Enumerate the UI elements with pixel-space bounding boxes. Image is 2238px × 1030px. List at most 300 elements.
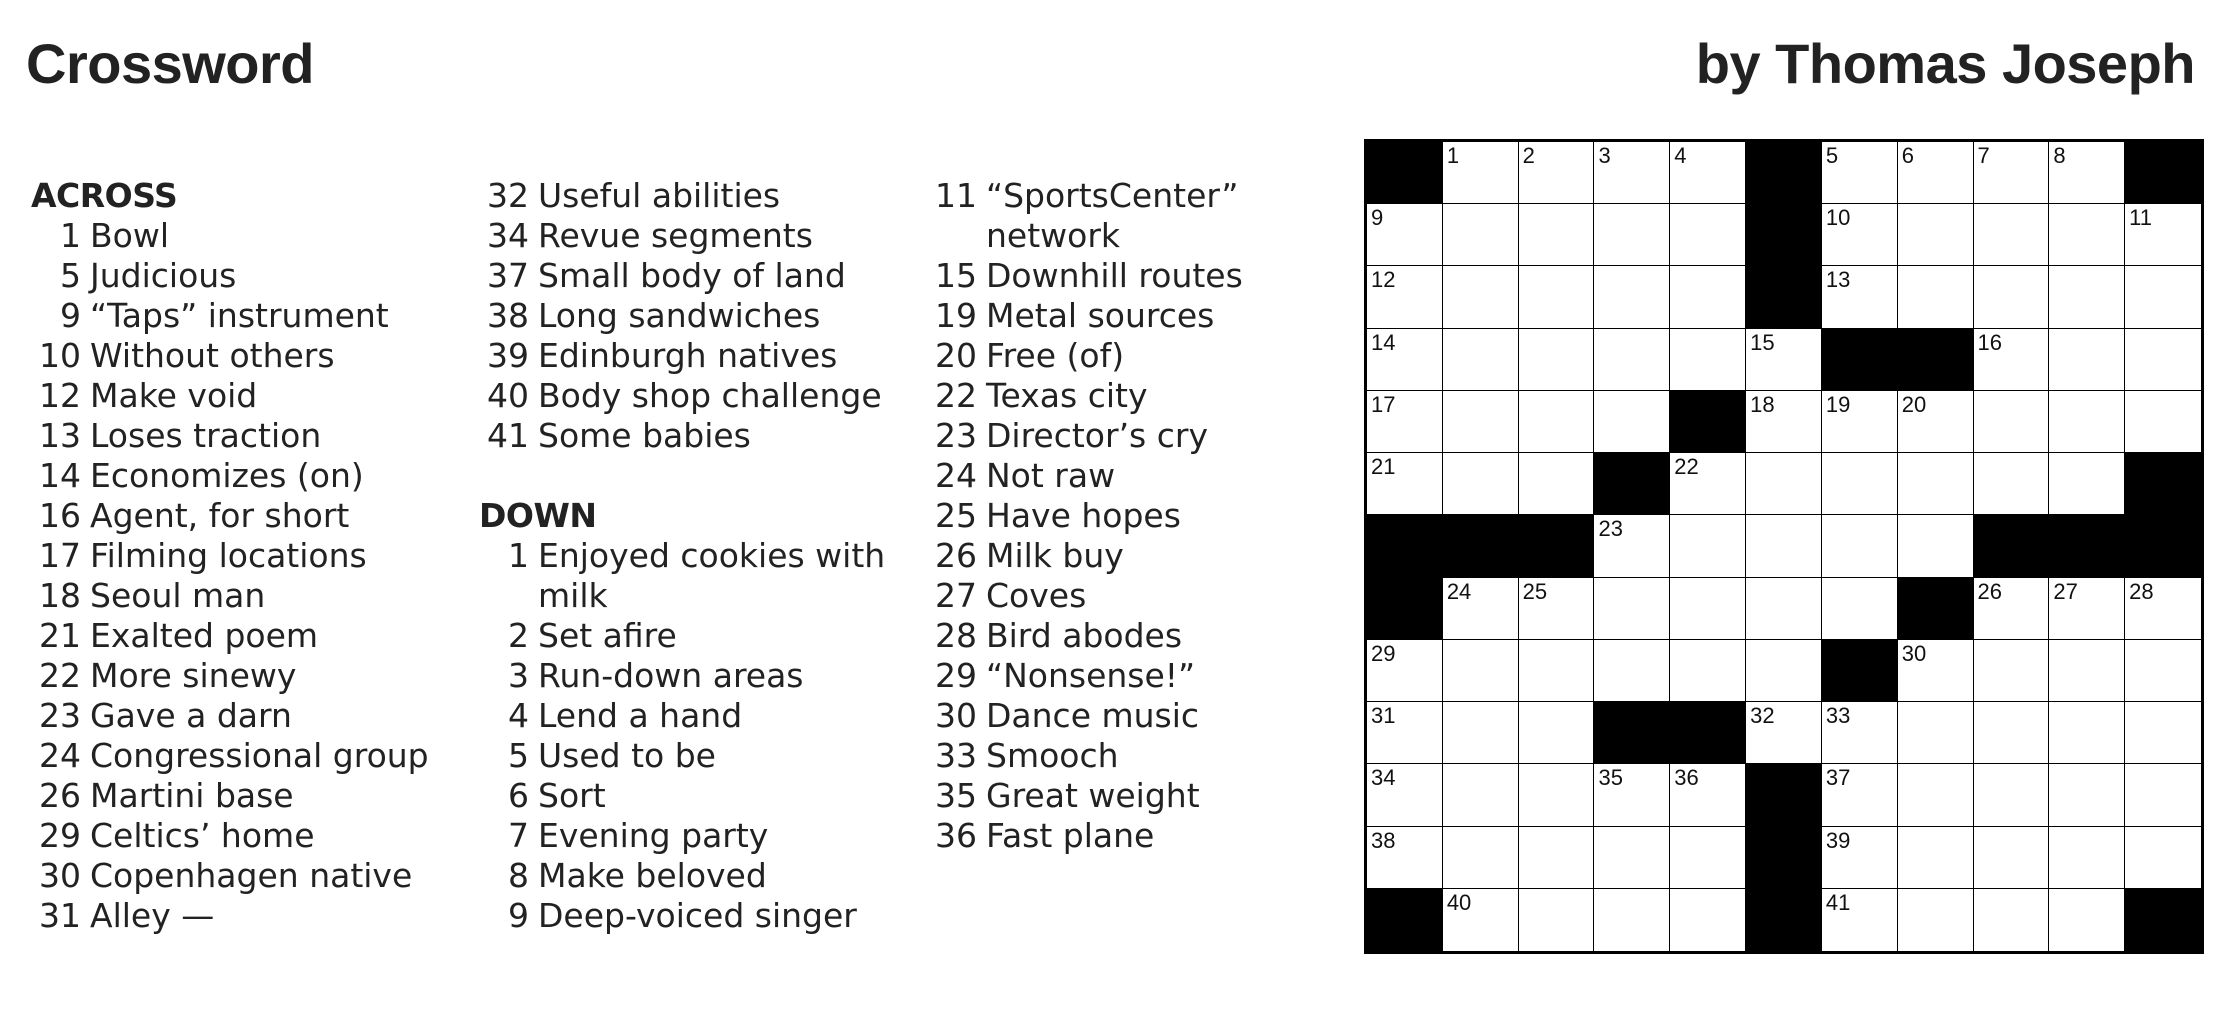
- cell-number: 28: [2129, 578, 2154, 604]
- grid-cell[interactable]: [2125, 702, 2201, 764]
- clue-number: 18: [39, 576, 81, 615]
- clue-text: Congressional group: [90, 736, 429, 775]
- across-clue[interactable]: [31, 336, 461, 376]
- clue-number: 23: [39, 696, 81, 735]
- grid-cell[interactable]: [2049, 889, 2125, 951]
- grid-cell[interactable]: [1974, 640, 2050, 702]
- clue-column-3: [927, 176, 1307, 856]
- clue-text: Body shop challenge: [538, 376, 882, 415]
- grid-cell[interactable]: [1519, 764, 1595, 826]
- clue-number: 17: [39, 536, 81, 575]
- black-square: [1898, 329, 1974, 391]
- down-clue[interactable]: [479, 696, 899, 736]
- cell-number: 39: [1825, 827, 1851, 853]
- down-clue[interactable]: [479, 736, 899, 776]
- grid-cell[interactable]: [1443, 453, 1519, 515]
- grid-cell[interactable]: [1670, 827, 1746, 889]
- grid-cell[interactable]: [1670, 204, 1746, 266]
- clue-number: 21: [39, 616, 81, 655]
- grid-cell[interactable]: [2049, 142, 2125, 204]
- across-clue[interactable]: [31, 456, 461, 496]
- black-square: [1822, 640, 1898, 702]
- grid-cell[interactable]: [1822, 266, 1898, 328]
- down-clue[interactable]: [479, 816, 899, 856]
- grid-cell[interactable]: [2125, 578, 2201, 640]
- across-clue[interactable]: [479, 416, 899, 456]
- page-title: Crossword: [26, 32, 314, 95]
- grid-cell[interactable]: [1898, 453, 1974, 515]
- across-clue[interactable]: [31, 536, 461, 576]
- down-clue[interactable]: [479, 656, 899, 696]
- clue-text: More sinewy: [90, 656, 297, 695]
- down-clue[interactable]: [927, 656, 1307, 696]
- cell-number: 11: [2129, 205, 2153, 231]
- grid-cell[interactable]: [1519, 142, 1595, 204]
- clue-number: 14: [39, 456, 81, 495]
- black-square: [1746, 266, 1822, 328]
- clue-number: 36: [935, 816, 977, 855]
- clue-number: 22: [935, 376, 977, 415]
- clue-text: Texas city: [986, 376, 1148, 415]
- grid-cell[interactable]: [1670, 142, 1746, 204]
- grid-cell[interactable]: [2125, 204, 2201, 266]
- grid-cell[interactable]: [2125, 764, 2201, 826]
- across-clue[interactable]: [31, 696, 461, 736]
- cell-number: 24: [1446, 578, 1472, 604]
- grid-cell[interactable]: [1519, 391, 1595, 453]
- grid-cell[interactable]: [1974, 889, 2050, 951]
- cell-number: 13: [1825, 267, 1851, 293]
- across-clue[interactable]: [31, 776, 461, 816]
- grid-cell[interactable]: [1898, 515, 1974, 577]
- grid-cell[interactable]: [2049, 204, 2125, 266]
- grid-cell[interactable]: [1367, 204, 1443, 266]
- grid-cell[interactable]: [1594, 889, 1670, 951]
- grid-cell[interactable]: [1746, 329, 1822, 391]
- black-square: [2049, 515, 2125, 577]
- grid-cell[interactable]: [1898, 640, 1974, 702]
- down-clue[interactable]: [927, 696, 1307, 736]
- grid-cell[interactable]: [1974, 266, 2050, 328]
- clue-number: 2: [508, 616, 529, 655]
- grid-cell[interactable]: [1746, 578, 1822, 640]
- black-square: [2125, 453, 2201, 515]
- clue-number: 30: [935, 696, 977, 735]
- grid-cell[interactable]: [1367, 827, 1443, 889]
- black-square: [1746, 764, 1822, 826]
- down-clue[interactable]: [927, 776, 1307, 816]
- across-heading: ACROSS: [31, 176, 178, 215]
- across-clue[interactable]: [479, 216, 899, 256]
- cell-number: 26: [1977, 578, 2003, 604]
- grid-cell[interactable]: [1519, 640, 1595, 702]
- down-clue[interactable]: [927, 616, 1307, 656]
- clue-text: Long sandwiches: [538, 296, 821, 335]
- across-clue[interactable]: [31, 656, 461, 696]
- grid-cell[interactable]: [1443, 889, 1519, 951]
- clue-text: Director’s cry: [986, 416, 1208, 455]
- clue-number: 38: [487, 296, 529, 335]
- grid-cell[interactable]: [2125, 391, 2201, 453]
- clue-number: 5: [508, 736, 529, 775]
- grid-cell[interactable]: [1367, 391, 1443, 453]
- grid-cell[interactable]: [1367, 702, 1443, 764]
- grid-cell[interactable]: [1898, 266, 1974, 328]
- grid-cell[interactable]: [1519, 204, 1595, 266]
- grid-cell[interactable]: [1822, 391, 1898, 453]
- grid-cell[interactable]: [1898, 391, 1974, 453]
- grid-cell[interactable]: [1594, 515, 1670, 577]
- cell-number: 16: [1977, 329, 2003, 355]
- clue-text: Seoul man: [90, 576, 266, 615]
- clue-number: 4: [508, 696, 529, 735]
- grid-cell[interactable]: [1974, 204, 2050, 266]
- cell-number: 10: [1825, 205, 1851, 231]
- cell-number: 3: [1598, 143, 1611, 168]
- across-clue[interactable]: [31, 296, 461, 336]
- grid-cell[interactable]: [1746, 391, 1822, 453]
- clue-number: 30: [39, 856, 81, 895]
- black-square: [2125, 889, 2201, 951]
- clue-number: 26: [935, 536, 977, 575]
- grid-cell[interactable]: [1670, 578, 1746, 640]
- grid-cell[interactable]: [1443, 391, 1519, 453]
- down-clue[interactable]: [479, 616, 899, 656]
- author-byline: by Thomas Joseph: [1695, 32, 2195, 95]
- down-clue[interactable]: [927, 816, 1307, 856]
- across-clue[interactable]: [31, 216, 461, 256]
- cell-number: 40: [1446, 889, 1472, 915]
- cell-number: 30: [1901, 640, 1927, 666]
- clue-text: Agent, for short: [90, 496, 350, 535]
- across-clue[interactable]: [31, 416, 461, 456]
- black-square: [1367, 142, 1443, 204]
- down-clue[interactable]: [927, 736, 1307, 776]
- grid-cell[interactable]: [1594, 266, 1670, 328]
- grid-cell[interactable]: [1594, 204, 1670, 266]
- clue-column-2: [479, 176, 899, 936]
- black-square: [2125, 515, 2201, 577]
- across-clue[interactable]: [31, 256, 461, 296]
- grid-cell[interactable]: [1519, 578, 1595, 640]
- clue-text: Metal sources: [986, 296, 1215, 335]
- clue-text: Bowl: [90, 216, 169, 255]
- cell-number: 9: [1371, 205, 1384, 231]
- clue-number: 26: [39, 776, 81, 815]
- grid-cell[interactable]: [1367, 640, 1443, 702]
- clue-number: 5: [60, 256, 81, 295]
- clue-number: 23: [935, 416, 977, 455]
- grid-cell[interactable]: [1367, 329, 1443, 391]
- clue-text: Make beloved: [538, 856, 767, 895]
- clue-text: Great weight: [986, 776, 1200, 815]
- across-clue[interactable]: [31, 496, 461, 536]
- across-clue[interactable]: [479, 176, 899, 216]
- clue-text: Enjoyed cookies with milk: [538, 536, 886, 615]
- across-clue[interactable]: [479, 256, 899, 296]
- grid-cell[interactable]: [2049, 453, 2125, 515]
- across-clue[interactable]: [31, 736, 461, 776]
- grid-cell[interactable]: [1898, 142, 1974, 204]
- grid-cell[interactable]: [1443, 142, 1519, 204]
- grid-cell[interactable]: [1670, 640, 1746, 702]
- clue-number: 39: [487, 336, 529, 375]
- cell-number: 38: [1371, 827, 1396, 853]
- clue-text: Used to be: [538, 736, 716, 775]
- grid-cell[interactable]: [1594, 640, 1670, 702]
- clue-number: 11: [935, 176, 977, 215]
- grid-cell[interactable]: [1519, 266, 1595, 328]
- clue-text: Alley —: [90, 896, 215, 935]
- grid-cell[interactable]: [1443, 640, 1519, 702]
- clue-column-1: [31, 176, 461, 936]
- clue-text: Dance music: [986, 696, 1200, 735]
- grid-cell[interactable]: [1822, 453, 1898, 515]
- across-clue[interactable]: [31, 816, 461, 856]
- grid-cell[interactable]: [1974, 329, 2050, 391]
- grid-cell[interactable]: [1670, 515, 1746, 577]
- grid-cell[interactable]: [1519, 889, 1595, 951]
- grid-cell[interactable]: [1974, 702, 2050, 764]
- grid-cell[interactable]: [1443, 702, 1519, 764]
- grid-cell[interactable]: [2049, 329, 2125, 391]
- grid-cell[interactable]: [1519, 329, 1595, 391]
- grid-cell[interactable]: [1594, 764, 1670, 826]
- clue-text: Downhill routes: [986, 256, 1243, 295]
- grid-cell[interactable]: [1594, 329, 1670, 391]
- grid-cell[interactable]: [1822, 204, 1898, 266]
- clue-text: Bird abodes: [986, 616, 1183, 655]
- clue-text: Filming locations: [90, 536, 367, 575]
- black-square: [1898, 578, 1974, 640]
- clue-text: Run-down areas: [538, 656, 804, 695]
- across-clue[interactable]: [31, 576, 461, 616]
- black-square: [1974, 515, 2050, 577]
- grid-cell[interactable]: [2125, 329, 2201, 391]
- cell-number: 35: [1598, 765, 1623, 791]
- grid-cell[interactable]: [1974, 142, 2050, 204]
- clue-text: Set afire: [538, 616, 677, 655]
- grid-cell[interactable]: [1594, 391, 1670, 453]
- clue-text: Exalted poem: [90, 616, 319, 655]
- cell-number: 20: [1901, 391, 1927, 417]
- grid-cell[interactable]: [1594, 578, 1670, 640]
- grid-cell[interactable]: [1898, 827, 1974, 889]
- grid-cell[interactable]: [1822, 142, 1898, 204]
- down-clue[interactable]: [927, 416, 1307, 456]
- grid-cell[interactable]: [1974, 827, 2050, 889]
- clue-number: 8: [508, 856, 529, 895]
- clue-text: Make void: [90, 376, 258, 415]
- clue-number: 25: [935, 496, 977, 535]
- grid-cell[interactable]: [2049, 266, 2125, 328]
- down-clue[interactable]: [927, 496, 1307, 536]
- clue-number: 34: [487, 216, 529, 255]
- clue-number: 20: [935, 336, 977, 375]
- across-clue[interactable]: [479, 376, 899, 416]
- clue-number: 1: [508, 536, 529, 575]
- grid-cell[interactable]: [2049, 827, 2125, 889]
- black-square: [1746, 889, 1822, 951]
- grid-cell[interactable]: [2049, 702, 2125, 764]
- crossword-grid: [1364, 139, 2204, 954]
- clue-text: Small body of land: [538, 256, 846, 295]
- grid-cell[interactable]: [1594, 827, 1670, 889]
- grid-cell[interactable]: [1670, 329, 1746, 391]
- clue-text: “Nonsense!”: [986, 656, 1196, 695]
- black-square: [1594, 702, 1670, 764]
- down-clue[interactable]: [479, 896, 899, 936]
- clue-text: Martini base: [90, 776, 294, 815]
- clue-number: 16: [39, 496, 81, 535]
- grid-cell[interactable]: [1367, 453, 1443, 515]
- grid-cell[interactable]: [2049, 764, 2125, 826]
- down-clue[interactable]: [927, 176, 1307, 256]
- clue-number: 24: [39, 736, 81, 775]
- clue-number: 19: [935, 296, 977, 335]
- down-clue[interactable]: [927, 336, 1307, 376]
- down-clue[interactable]: [927, 256, 1307, 296]
- grid-cell[interactable]: [2125, 266, 2201, 328]
- grid-cell[interactable]: [1898, 702, 1974, 764]
- black-square: [1367, 515, 1443, 577]
- clue-number: 22: [39, 656, 81, 695]
- across-clue[interactable]: [31, 896, 461, 936]
- clue-text: Evening party: [538, 816, 769, 855]
- grid-cell[interactable]: [1443, 764, 1519, 826]
- clue-text: Milk buy: [986, 536, 1124, 575]
- grid-cell[interactable]: [1367, 764, 1443, 826]
- grid-cell[interactable]: [2049, 578, 2125, 640]
- clue-text: Coves: [986, 576, 1087, 615]
- grid-cell[interactable]: [1746, 640, 1822, 702]
- cell-number: 4: [1674, 143, 1687, 168]
- grid-cell[interactable]: [1443, 266, 1519, 328]
- grid-cell[interactable]: [1898, 764, 1974, 826]
- down-clue[interactable]: [927, 536, 1307, 576]
- grid-cell[interactable]: [1974, 764, 2050, 826]
- cell-number: 17: [1371, 391, 1396, 417]
- grid-cell[interactable]: [1898, 204, 1974, 266]
- cell-number: 18: [1750, 391, 1775, 417]
- clue-text: Free (of): [986, 336, 1125, 375]
- clue-number: 40: [487, 376, 529, 415]
- clue-number: 6: [508, 776, 529, 815]
- cell-number: 25: [1522, 578, 1548, 604]
- down-clue[interactable]: [479, 776, 899, 816]
- cell-number: 6: [1901, 143, 1914, 168]
- grid-cell[interactable]: [1974, 578, 2050, 640]
- black-square: [1746, 827, 1822, 889]
- grid-cell[interactable]: [1974, 391, 2050, 453]
- across-clue[interactable]: [31, 856, 461, 896]
- clue-text: “SportsCenter” network: [986, 176, 1239, 255]
- cell-number: 37: [1825, 765, 1851, 791]
- grid-cell[interactable]: [1822, 764, 1898, 826]
- grid-cell[interactable]: [1443, 827, 1519, 889]
- grid-cell[interactable]: [1670, 889, 1746, 951]
- grid-cell[interactable]: [1974, 453, 2050, 515]
- grid-cell[interactable]: [2049, 391, 2125, 453]
- down-clue[interactable]: [927, 456, 1307, 496]
- grid-cell[interactable]: [1594, 142, 1670, 204]
- down-clue[interactable]: [479, 856, 899, 896]
- cell-number: 12: [1371, 267, 1396, 293]
- clue-text: Without others: [90, 336, 335, 375]
- black-square: [1367, 889, 1443, 951]
- clue-number: 41: [487, 416, 529, 455]
- clue-number: 3: [508, 656, 529, 695]
- clue-text: Sort: [538, 776, 606, 815]
- grid-cell[interactable]: [1746, 515, 1822, 577]
- across-clue[interactable]: [479, 296, 899, 336]
- grid-cell[interactable]: [1519, 702, 1595, 764]
- grid-cell[interactable]: [1746, 453, 1822, 515]
- grid-cell[interactable]: [2125, 640, 2201, 702]
- grid-cell[interactable]: [1519, 453, 1595, 515]
- across-clue[interactable]: [31, 376, 461, 416]
- grid-cell[interactable]: [1670, 266, 1746, 328]
- grid-cell[interactable]: [2049, 640, 2125, 702]
- clue-text: “Taps” instrument: [90, 296, 389, 335]
- grid-cell[interactable]: [1822, 827, 1898, 889]
- cell-number: 19: [1825, 391, 1851, 417]
- cell-number: 14: [1371, 329, 1396, 355]
- clue-text: Smooch: [986, 736, 1119, 775]
- clue-text: Judicious: [90, 256, 237, 295]
- cell-number: 36: [1674, 765, 1699, 791]
- grid-cell[interactable]: [1443, 578, 1519, 640]
- clue-text: Revue segments: [538, 216, 813, 255]
- grid-cell[interactable]: [1822, 889, 1898, 951]
- grid-cell[interactable]: [1822, 702, 1898, 764]
- grid-cell[interactable]: [2125, 827, 2201, 889]
- grid-cell[interactable]: [1746, 702, 1822, 764]
- clue-number: 35: [935, 776, 977, 815]
- black-square: [1746, 204, 1822, 266]
- cell-number: 27: [2053, 578, 2078, 604]
- across-clue[interactable]: [479, 336, 899, 376]
- clue-text: Lend a hand: [538, 696, 743, 735]
- down-clue[interactable]: [927, 376, 1307, 416]
- black-square: [1670, 702, 1746, 764]
- clue-number: 12: [39, 376, 81, 415]
- cell-number: 7: [1977, 143, 1990, 168]
- grid-cell[interactable]: [1670, 453, 1746, 515]
- clue-number: 33: [935, 736, 977, 775]
- down-clue[interactable]: [927, 576, 1307, 616]
- grid-cell[interactable]: [1443, 329, 1519, 391]
- grid-cell[interactable]: [1670, 764, 1746, 826]
- across-clue[interactable]: [31, 616, 461, 656]
- clue-number: 29: [39, 816, 81, 855]
- clue-number: 1: [60, 216, 81, 255]
- clue-number: 37: [487, 256, 529, 295]
- clue-text: Fast plane: [986, 816, 1155, 855]
- down-clue[interactable]: [927, 296, 1307, 336]
- clue-number: 10: [39, 336, 81, 375]
- grid-cell[interactable]: [1367, 266, 1443, 328]
- cell-number: 34: [1371, 765, 1396, 791]
- grid-cell[interactable]: [1822, 578, 1898, 640]
- grid-cell[interactable]: [1822, 515, 1898, 577]
- down-clue[interactable]: [479, 536, 899, 616]
- clue-text: Deep-voiced singer: [538, 896, 857, 935]
- grid-cell[interactable]: [1519, 827, 1595, 889]
- grid-cell[interactable]: [1443, 204, 1519, 266]
- grid-cell[interactable]: [1898, 889, 1974, 951]
- clue-text: Gave a darn: [90, 696, 292, 735]
